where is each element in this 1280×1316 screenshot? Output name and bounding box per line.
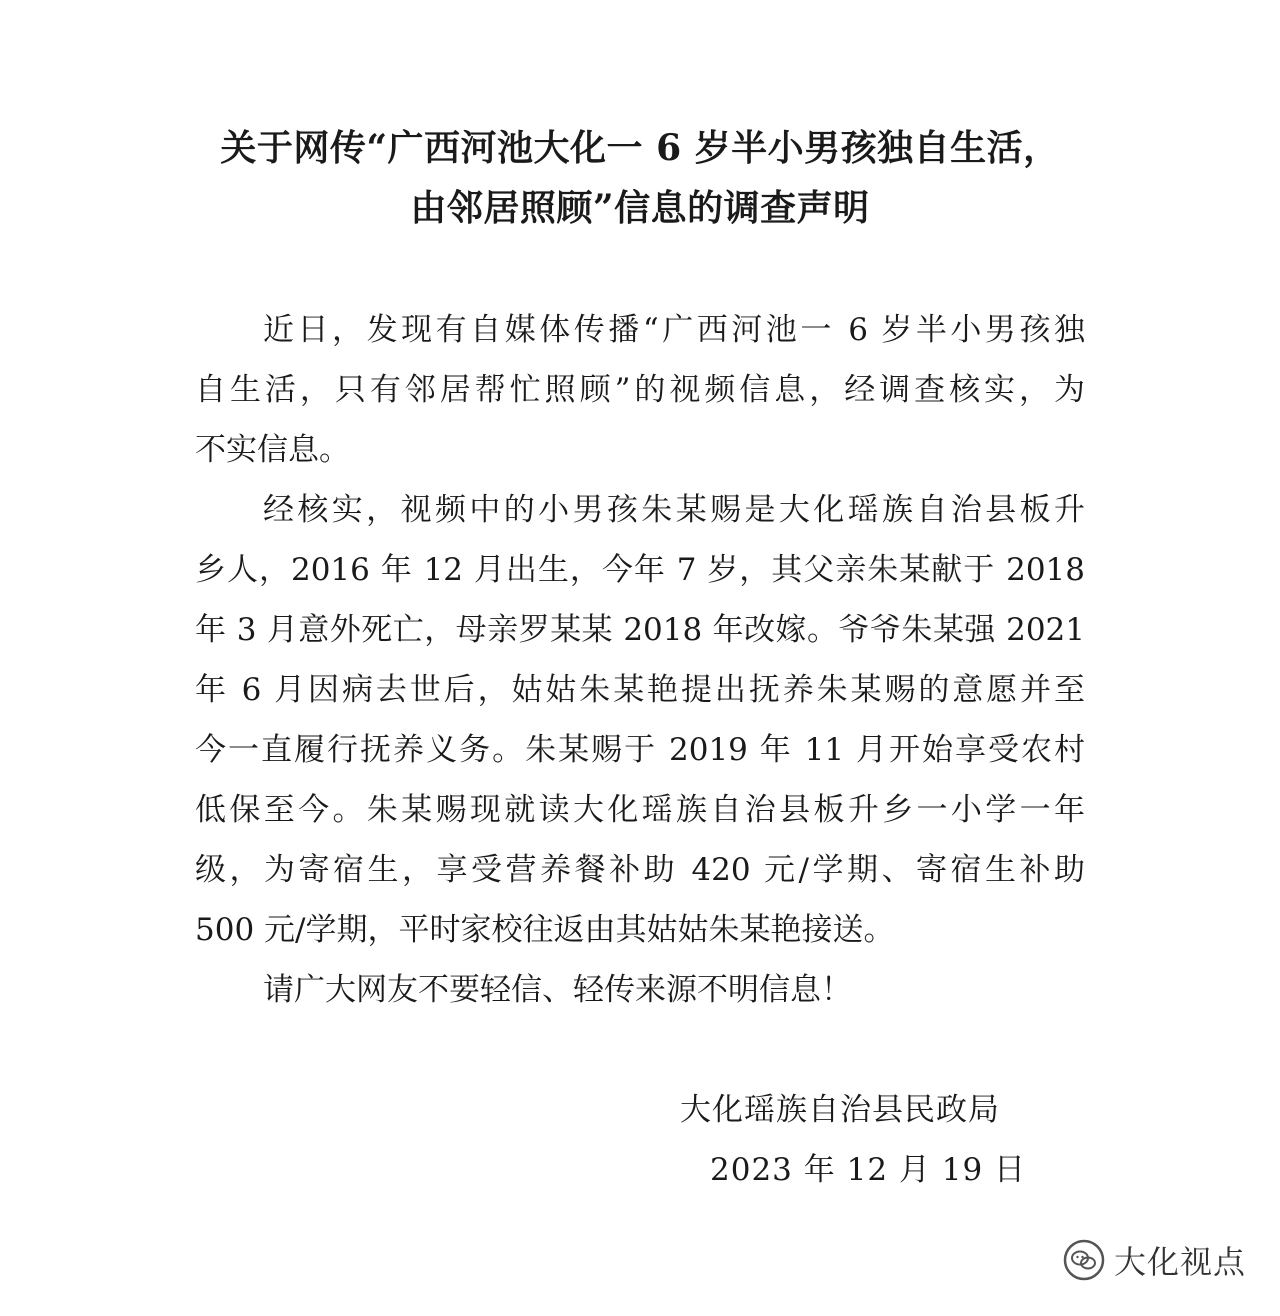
body-line-4: 经核实，视频中的小男孩朱某赐是大化瑶族自治县板升 bbox=[263, 492, 1085, 528]
body-line-11: 500 元/学期，平时家校往返由其姑姑朱某艳接送。 bbox=[195, 912, 895, 948]
watermark-label: 大化视点 bbox=[1114, 1243, 1247, 1281]
body-line-9: 低保至今。朱某赐现就读大化瑶族自治县板升乡一小学一年 bbox=[195, 792, 1085, 828]
body-line-3: 不实信息。 bbox=[195, 432, 350, 468]
body-line-8: 今一直履行抚养义务。朱某赐于 2019 年 11 月开始享受农村 bbox=[195, 732, 1085, 768]
signature-organization: 大化瑶族自治县民政局 bbox=[680, 1092, 1000, 1128]
body-line-6: 年 3 月意外死亡，母亲罗某某 2018 年改嫁。爷爷朱某强 2021 bbox=[195, 612, 1085, 648]
body-line-10: 级，为寄宿生，享受营养餐补助 420 元/学期、寄宿生补助 bbox=[195, 852, 1085, 888]
signature-date: 2023 年 12 月 19 日 bbox=[710, 1152, 1027, 1188]
body-line-5: 乡人，2016 年 12 月出生，今年 7 岁，其父亲朱某献于 2018 bbox=[195, 552, 1085, 588]
document-title-line-2: 由邻居照顾”信息的调查声明 bbox=[410, 187, 870, 229]
document-title-line-1: 关于网传“广西河池大化一 6 岁半小男孩独自生活， bbox=[220, 127, 1060, 169]
wechat-channel-icon bbox=[1062, 1238, 1106, 1282]
body-line-2: 自生活，只有邻居帮忙照顾”的视频信息，经调查核实，为 bbox=[195, 372, 1085, 408]
body-line-7: 年 6 月因病去世后，姑姑朱某艳提出抚养朱某赐的意愿并至 bbox=[195, 672, 1085, 708]
wechat-watermark bbox=[1062, 1236, 1246, 1284]
body-line-1: 近日，发现有自媒体传播“广西河池一 6 岁半小男孩独 bbox=[263, 312, 1085, 348]
body-line-12: 请广大网友不要轻信、轻传来源不明信息！ bbox=[263, 972, 852, 1008]
